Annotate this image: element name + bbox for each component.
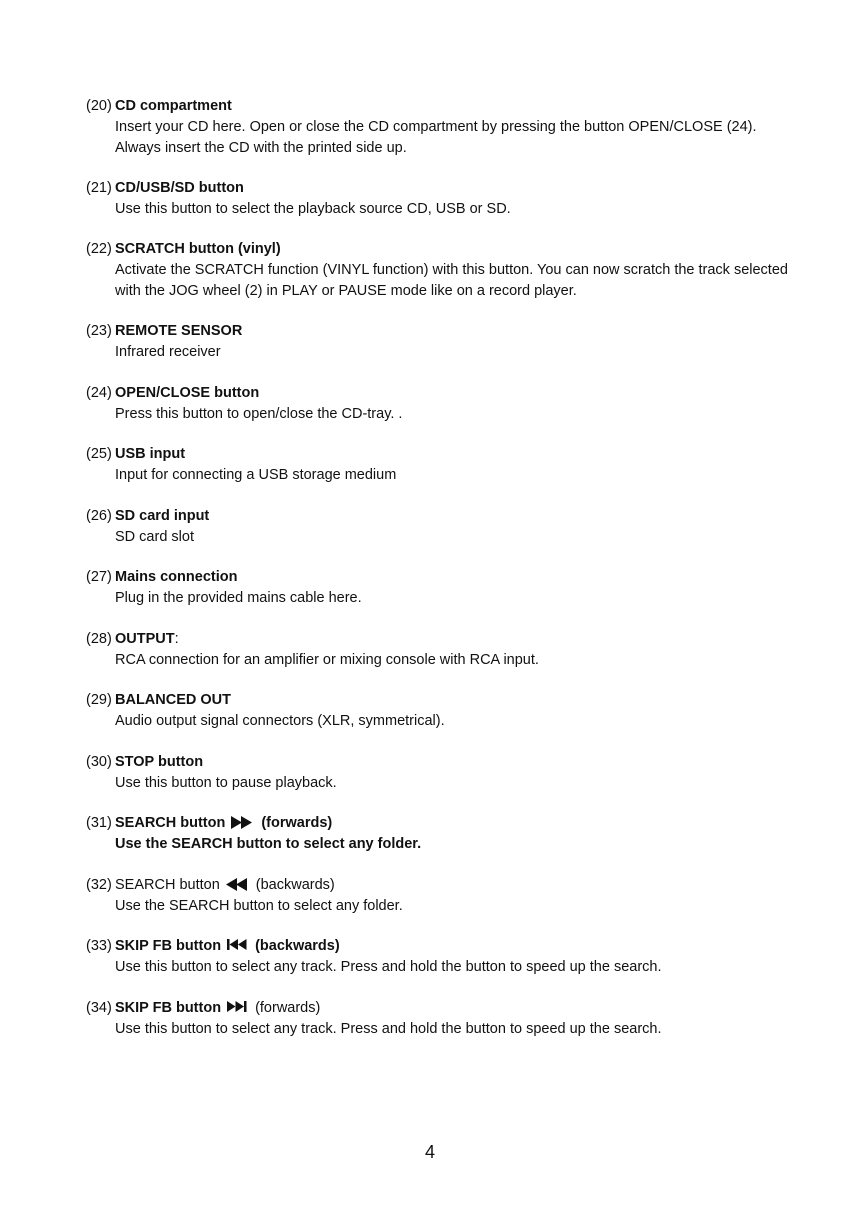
item-search-forwards (86, 813, 806, 855)
item-title-suffix: (forwards) (261, 815, 333, 831)
item-description-line: Press this button to open/close the CD-tray. . (115, 406, 403, 422)
item-number: (28) (86, 631, 112, 647)
item-skip-forwards (86, 998, 806, 1040)
item-search-backwards (86, 875, 806, 917)
item-description-line: Use the SEARCH button to select any folder. (115, 836, 422, 852)
item-title: SCRATCH button (115, 241, 234, 257)
item-usb-input (86, 444, 806, 486)
item-number: (29) (86, 692, 112, 708)
item-title-suffix: (backwards) (255, 877, 335, 893)
item-description-line: Always insert the CD with the printed side up. (115, 140, 407, 156)
item-description-line: RCA connection for an amplifier or mixing console with RCA input. (115, 652, 539, 668)
item-description-line: Insert your CD here. Open or close the CD compartment by pressing the button OPEN/CLOSE (24). (115, 119, 757, 135)
item-description-line: Use this button to select any track. Press and hold the button to speed up the search. (115, 1021, 662, 1037)
skip-back-icon (227, 939, 247, 950)
item-description-line: Plug in the provided mains cable here. (115, 590, 362, 606)
item-scratch-button (86, 239, 806, 302)
item-description-line: Activate the SCRATCH function (VINYL function) with this button. You can now scratch the track selected (115, 262, 788, 278)
item-title: USB input (115, 446, 186, 462)
item-title-suffix: (forwards) (255, 1000, 321, 1016)
item-cd-compartment (86, 96, 806, 159)
item-number: (26) (86, 508, 112, 524)
item-title: OUTPUT (115, 631, 175, 647)
item-description-line: Use this button to select any track. Press and hold the button to speed up the search. (115, 959, 662, 975)
item-description-line: SD card slot (115, 529, 194, 545)
item-title: SD card input (115, 508, 210, 524)
item-sd-card-input (86, 506, 806, 548)
item-open-close-button (86, 383, 806, 425)
item-description-line: Use the SEARCH button to select any folder. (115, 898, 403, 914)
fast-forward-icon (231, 816, 253, 829)
item-title-suffix: (backwards) (255, 938, 340, 954)
item-balanced-out (86, 690, 806, 732)
skip-forward-icon (227, 1001, 247, 1012)
rewind-icon (226, 878, 248, 891)
item-title: SKIP FB button (115, 938, 222, 954)
item-description-line: Infrared receiver (115, 344, 221, 360)
item-title: SEARCH button (115, 815, 226, 831)
item-mains-connection (86, 567, 806, 609)
item-number: (30) (86, 754, 112, 770)
item-description-line: Input for connecting a USB storage medium (115, 467, 397, 483)
item-number: (31) (86, 815, 112, 831)
item-cd-usb-sd-button (86, 178, 806, 220)
item-number: (34) (86, 1000, 112, 1016)
item-title: SEARCH button (115, 877, 220, 893)
item-description-line: with the JOG wheel (2) in PLAY or PAUSE mode like on a record player. (115, 283, 577, 299)
item-title: OPEN/CLOSE button (115, 385, 260, 401)
item-description-line: Use this button to pause playback. (115, 775, 337, 791)
item-description-line: Audio output signal connectors (XLR, symmetrical). (115, 713, 445, 729)
item-number: (21) (86, 180, 112, 196)
item-number: (20) (86, 98, 112, 114)
item-output (86, 629, 806, 671)
item-number: (27) (86, 569, 112, 585)
item-number: (32) (86, 877, 112, 893)
item-title: CD/USB/SD button (115, 180, 244, 196)
item-number: (23) (86, 323, 112, 339)
item-description-line: Use this button to select the playback source CD, USB or SD. (115, 201, 511, 217)
page-number: 4 (424, 1142, 435, 1162)
item-title-suffix: : (174, 631, 179, 647)
item-number: (22) (86, 241, 112, 257)
item-title-suffix: (vinyl) (237, 241, 281, 257)
item-title: SKIP FB button (115, 1000, 222, 1016)
item-skip-backwards (86, 936, 806, 978)
item-remote-sensor (86, 321, 806, 363)
item-title: STOP button (115, 754, 204, 770)
item-number: (24) (86, 385, 112, 401)
item-number: (33) (86, 938, 112, 954)
item-number: (25) (86, 446, 112, 462)
item-title: REMOTE SENSOR (115, 323, 243, 339)
item-title: BALANCED OUT (115, 692, 231, 708)
item-title: CD compartment (115, 98, 232, 114)
item-stop-button (86, 752, 806, 794)
item-title: Mains connection (115, 569, 238, 585)
